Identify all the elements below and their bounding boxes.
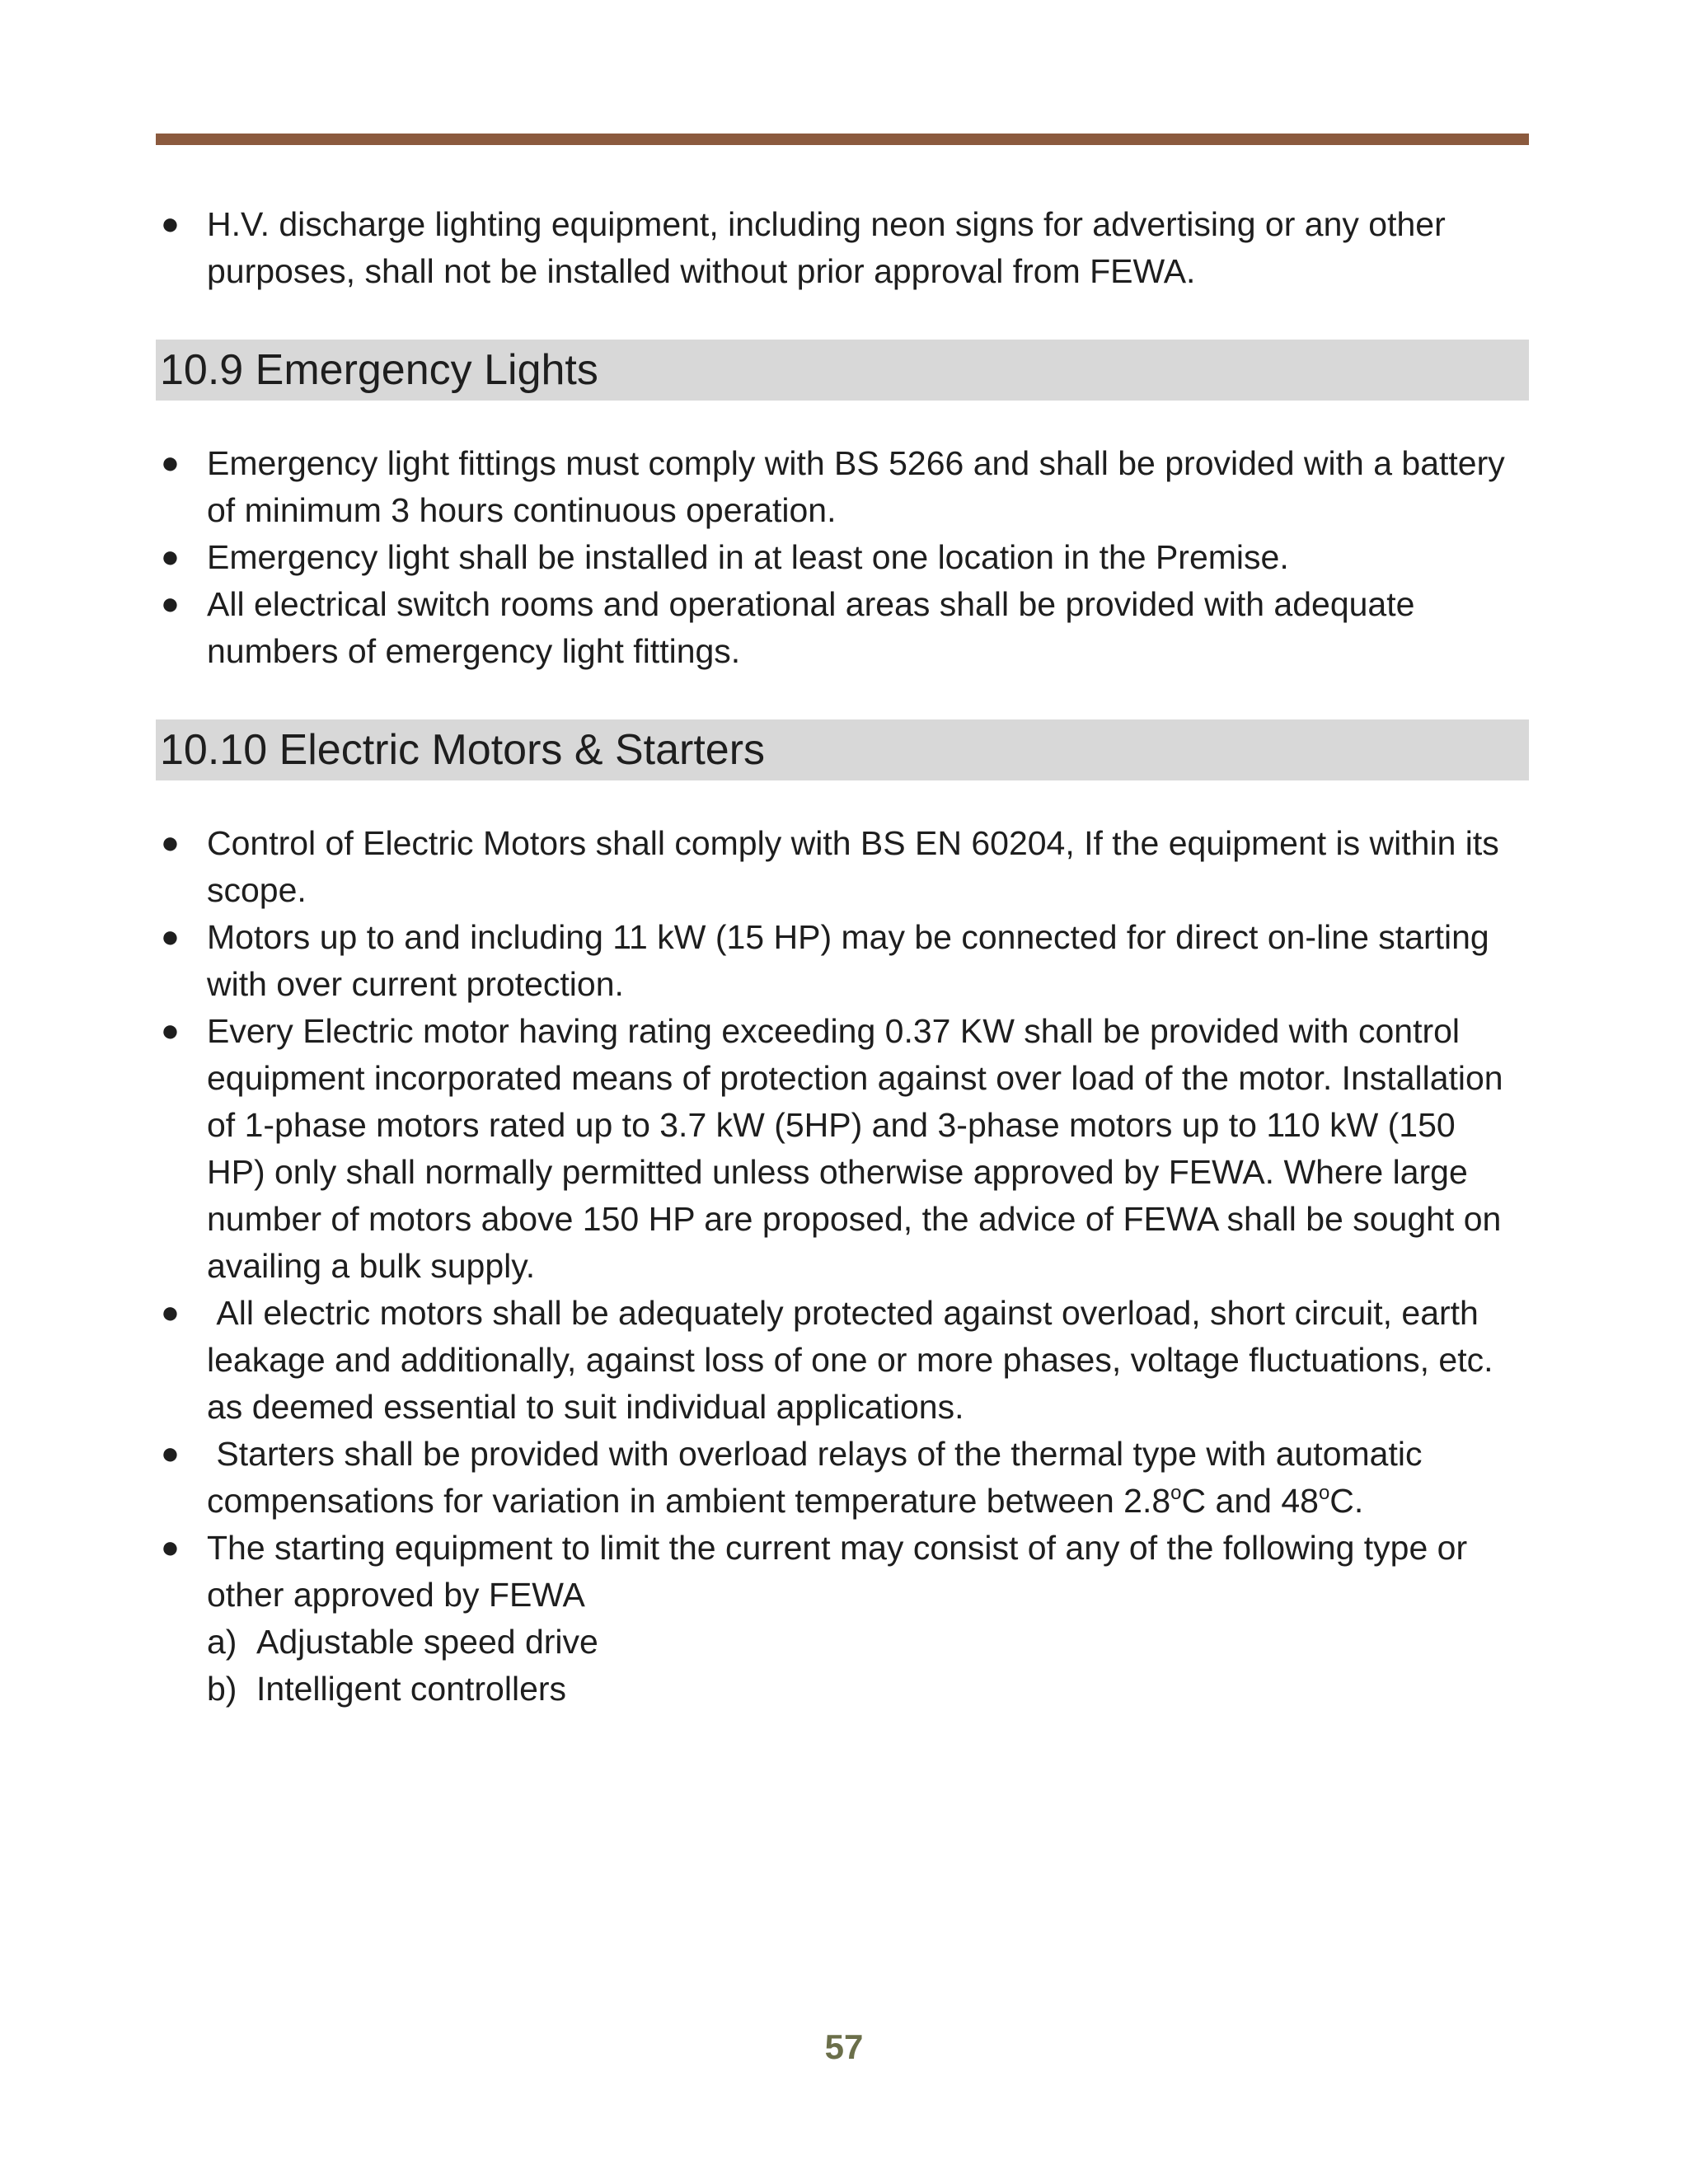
list-item-text [207, 1431, 1521, 1525]
list-item [156, 820, 1529, 914]
list-item [156, 440, 1529, 534]
list-item-text: Emergency light shall be installed in at least one location in the Premise. [207, 538, 1289, 576]
list-item [156, 1008, 1529, 1290]
sublist-item [207, 1619, 1521, 1666]
sublist-item-text: Intelligent controllers [256, 1670, 567, 1708]
page-content [156, 201, 1529, 1713]
bullet-icon: ● [161, 1014, 180, 1048]
list-item-starters [156, 1431, 1529, 1525]
bullet-icon: ● [161, 540, 180, 574]
bullet-icon: ● [161, 207, 180, 241]
bullet-icon: ● [161, 826, 180, 860]
sublist-item [207, 1666, 1521, 1713]
list-item-text: Emergency light fittings must comply with BS 5266 and shall be provided with a battery of minimum 3 hours continuous operation. [207, 444, 1505, 529]
header-rule [156, 134, 1529, 145]
sublist-marker: a) [207, 1623, 237, 1661]
list-item [156, 581, 1529, 675]
degree-superscript: o [1170, 1482, 1182, 1504]
list-item-text: All electrical switch rooms and operational areas shall be provided with adequate numbers of emergency light fittings. [207, 585, 1415, 670]
list-item-text: Every Electric motor having rating exceeding 0.37 KW shall be provided with control equipment incorporated means of protection against over load of the motor. Installation of 1-phase motors rated up to 3.7 kW (5HP) and 3-phase motors up to 110 kW (150 HP) only shall normally permitted unless otherwise approved by FEWA. Where large number of motors above 150 HP are proposed, the advice of FEWA shall be sought on availing a bulk supply. [207, 1012, 1503, 1285]
bullet-icon: ● [161, 1436, 180, 1471]
starters-text-start: Starters shall be provided with overload relays of the thermal type with automatic compensations for variation in ambient temperature between 2.8 [207, 1435, 1432, 1520]
list-item [156, 914, 1529, 1008]
list-item-text: H.V. discharge lighting equipment, including neon signs for advertising or any other purposes, shall not be installed without prior approval from FEWA. [207, 205, 1446, 290]
list-item-starting-equipment [156, 1525, 1529, 1713]
bullet-icon: ● [161, 920, 180, 954]
list-item-text: Control of Electric Motors shall comply with BS EN 60204, If the equipment is within its scope. [207, 824, 1499, 909]
page-number: 57 [824, 2027, 864, 2066]
bullet-icon: ● [161, 1296, 180, 1330]
list-item-text: The starting equipment to limit the current may consist of any of the following type or other approved by FEWA [207, 1529, 1468, 1614]
degree-superscript: o [1318, 1482, 1330, 1504]
list-item [156, 201, 1529, 295]
bullet-icon: ● [161, 587, 180, 621]
section-heading-electric-motors: 10.10 Electric Motors & Starters [156, 719, 1529, 780]
emergency-lights-list [156, 440, 1529, 675]
sublist-marker: b) [207, 1670, 237, 1708]
list-item [156, 1290, 1529, 1431]
bullet-icon: ● [161, 1530, 180, 1565]
bullet-icon: ● [161, 446, 180, 480]
sublist-item-text: Adjustable speed drive [256, 1623, 598, 1661]
list-item-text: All electric motors shall be adequately protected against overload, short circuit, earth leakage and additionally, against loss of one or more phases, voltage fluctuations, etc. as deemed essential to suit individual applications. [207, 1294, 1503, 1426]
electric-motors-list [156, 820, 1529, 1713]
list-item [156, 534, 1529, 581]
intro-list [156, 201, 1529, 295]
starters-text-end: C. [1329, 1482, 1364, 1520]
list-item-text: Motors up to and including 11 kW (15 HP) may be connected for direct on-line starting with over current protection. [207, 918, 1489, 1003]
section-heading-emergency-lights: 10.9 Emergency Lights [156, 340, 1529, 401]
starters-text-middle: C and 48 [1181, 1482, 1319, 1520]
starting-equipment-sublist [207, 1619, 1521, 1713]
